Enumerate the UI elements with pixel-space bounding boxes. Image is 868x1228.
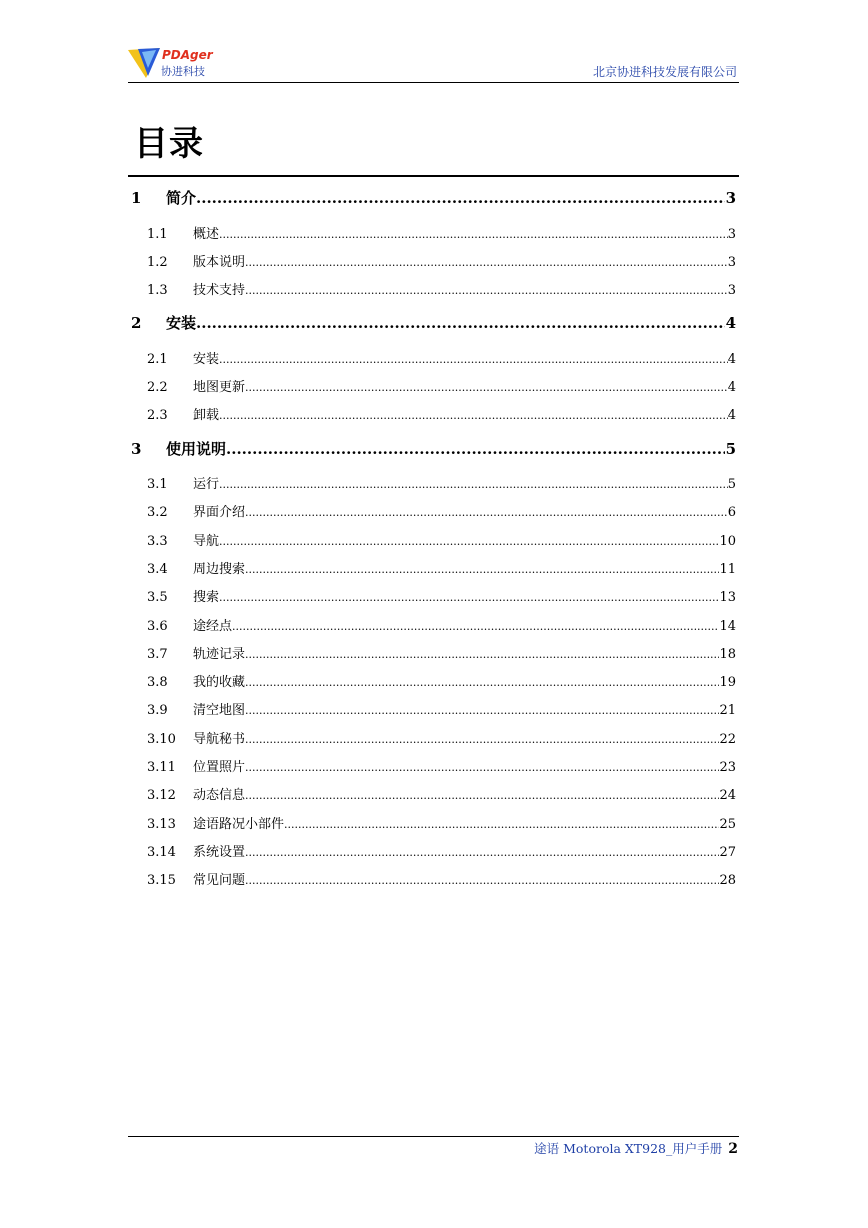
toc-entry-label: 运行 [193, 477, 220, 492]
toc-entry-label: 常见问题 [193, 873, 246, 888]
toc-leader-dots [219, 409, 728, 420]
toc-subsection-entry[interactable] [128, 586, 739, 605]
toc-entry-label: 技术支持 [193, 283, 246, 298]
toc-entry-page: 28 [719, 873, 736, 888]
toc-subsection-entry[interactable] [128, 404, 739, 423]
toc-entry-label: 安装 [166, 314, 197, 332]
toc-entry-label: 概述 [193, 227, 220, 242]
toc-subsection-entry[interactable] [128, 558, 739, 577]
toc-entry-label: 我的收藏 [193, 675, 246, 690]
toc-entry-number: 3.3 [147, 534, 168, 549]
footer-doc-title: 途语 Motorola XT928_用户手册 [534, 1141, 723, 1156]
toc-entry-page: 21 [719, 703, 736, 718]
toc-subsection-entry[interactable] [128, 813, 739, 832]
toc-subsection-entry[interactable] [128, 728, 739, 747]
toc-entry-number: 3.7 [147, 647, 168, 662]
toc-entry-number: 3.4 [147, 562, 168, 577]
toc-subsection-entry[interactable] [128, 699, 739, 718]
page-footer [534, 1139, 738, 1157]
toc-subsection-entry[interactable] [128, 279, 739, 298]
toc-subsection-entry[interactable] [128, 671, 739, 690]
toc-leader-dots [219, 353, 728, 364]
toc-subsection-entry[interactable] [128, 643, 739, 662]
toc-leader-dots [245, 761, 719, 772]
toc-leader-dots [284, 818, 719, 829]
toc-entry-label: 使用说明 [166, 440, 227, 458]
toc-leader-dots [196, 314, 725, 329]
toc-title: 目录 [134, 124, 204, 164]
toc-subsection-entry[interactable] [128, 841, 739, 860]
toc-leader-dots [245, 789, 719, 800]
toc-entry-label: 界面介绍 [193, 505, 246, 520]
toc-entry-page: 22 [719, 732, 736, 747]
toc-entry-page: 10 [719, 534, 736, 549]
toc-leader-dots [245, 284, 728, 295]
toc-leader-dots [196, 189, 725, 204]
footer-divider [128, 1136, 739, 1137]
logo-triangle-icon [128, 46, 162, 80]
toc-entry-number: 3.5 [147, 590, 168, 605]
toc-entry-page: 4 [727, 352, 736, 367]
toc-entry-label: 搜索 [193, 590, 220, 605]
toc-entry-label: 周边搜索 [193, 562, 246, 577]
toc-entry-page: 3 [727, 255, 736, 270]
toc-entry-label: 卸载 [193, 408, 220, 423]
toc-entry-page: 4 [725, 314, 736, 332]
toc-subsection-entry[interactable] [128, 376, 739, 395]
toc-leader-dots [245, 563, 719, 574]
toc-subsection-entry[interactable] [128, 756, 739, 775]
toc-subsection-entry[interactable] [128, 251, 739, 270]
toc-entry-number: 1.2 [147, 255, 168, 270]
toc-entry-page: 14 [719, 619, 736, 634]
toc-leader-dots [245, 506, 728, 517]
toc-entry-number: 3.15 [147, 873, 176, 888]
toc-subsection-entry[interactable] [128, 784, 739, 803]
footer-page-number: 2 [728, 1141, 738, 1157]
toc-entry-label: 安装 [193, 352, 220, 367]
toc-entry-page: 3 [727, 283, 736, 298]
toc-entry-page: 19 [719, 675, 736, 690]
toc-leader-dots [245, 676, 719, 687]
toc-entry-page: 5 [727, 477, 736, 492]
toc-leader-dots [219, 591, 719, 602]
toc-entry-page: 24 [719, 788, 736, 803]
toc-leader-dots [245, 704, 719, 715]
toc-entry-label: 系统设置 [193, 845, 246, 860]
toc-entry-label: 清空地图 [193, 703, 246, 718]
toc-entry-label: 位置照片 [193, 760, 246, 775]
toc-section-entry[interactable] [128, 187, 739, 208]
toc-entry-page: 27 [719, 845, 736, 860]
toc-leader-dots [245, 648, 719, 659]
company-logo [128, 44, 228, 80]
toc-subsection-entry[interactable] [128, 530, 739, 549]
toc-entry-page: 6 [727, 505, 736, 520]
toc-entry-number: 2 [131, 314, 142, 332]
toc-subsection-entry[interactable] [128, 501, 739, 520]
toc-subsection-entry[interactable] [128, 615, 739, 634]
toc-entry-page: 23 [719, 760, 736, 775]
toc-entry-page: 4 [727, 380, 736, 395]
toc-entry-page: 4 [727, 408, 736, 423]
toc-entry-number: 3.11 [147, 760, 176, 775]
toc-entry-number: 3.12 [147, 788, 176, 803]
toc-entry-number: 3.1 [147, 477, 168, 492]
toc-leader-dots [245, 733, 719, 744]
toc-entry-label: 途经点 [193, 619, 233, 634]
logo-text-cn: 协进科技 [161, 65, 205, 78]
toc-leader-dots [245, 874, 719, 885]
toc-entry-page: 5 [725, 440, 736, 458]
toc-entry-number: 2.2 [147, 380, 168, 395]
toc-subsection-entry[interactable] [128, 223, 739, 242]
toc-entry-number: 3.10 [147, 732, 176, 747]
toc-leader-dots [219, 478, 728, 489]
title-divider [128, 175, 739, 177]
toc-entry-number: 3.8 [147, 675, 168, 690]
toc-entry-page: 18 [719, 647, 736, 662]
toc-leader-dots [245, 256, 728, 267]
toc-entry-number: 1 [131, 189, 142, 207]
toc-leader-dots [232, 620, 719, 631]
toc-entry-page: 13 [719, 590, 736, 605]
toc-subsection-entry[interactable] [128, 473, 739, 492]
toc-entry-label: 途语路况小部件 [193, 817, 285, 832]
toc-entry-page: 3 [727, 227, 736, 242]
toc-entry-label: 导航秘书 [193, 732, 246, 747]
toc-entry-page: 11 [719, 562, 736, 577]
toc-entry-label: 地图更新 [193, 380, 246, 395]
company-name: 北京协进科技发展有限公司 [592, 65, 737, 79]
toc-leader-dots [245, 381, 728, 392]
toc-section-entry[interactable] [128, 438, 739, 459]
logo-text-en: PDAger [162, 48, 213, 62]
toc-section-entry[interactable] [128, 312, 739, 333]
toc-entry-number: 2.1 [147, 352, 168, 367]
toc-entry-label: 导航 [193, 534, 220, 549]
toc-subsection-entry[interactable] [128, 869, 739, 888]
toc-leader-dots [219, 535, 719, 546]
toc-entry-number: 3.9 [147, 703, 168, 718]
toc-entry-number: 3 [131, 440, 142, 458]
toc-entry-number: 1.1 [147, 227, 168, 242]
toc-entry-label: 简介 [166, 189, 197, 207]
toc-entry-label: 动态信息 [193, 788, 246, 803]
toc-entry-page: 3 [725, 189, 736, 207]
toc-entry-number: 2.3 [147, 408, 168, 423]
toc-entry-label: 版本说明 [193, 255, 246, 270]
toc-entry-number: 1.3 [147, 283, 168, 298]
toc-subsection-entry[interactable] [128, 348, 739, 367]
toc-leader-dots [219, 228, 728, 239]
toc-entry-label: 轨迹记录 [193, 647, 246, 662]
toc-entry-number: 3.2 [147, 505, 168, 520]
toc-leader-dots [245, 846, 719, 857]
toc-leader-dots [226, 440, 725, 455]
page-header [128, 44, 739, 83]
toc-entry-page: 25 [719, 817, 736, 832]
toc-entry-number: 3.6 [147, 619, 168, 634]
toc-entry-number: 3.14 [147, 845, 176, 860]
toc-entry-number: 3.13 [147, 817, 176, 832]
